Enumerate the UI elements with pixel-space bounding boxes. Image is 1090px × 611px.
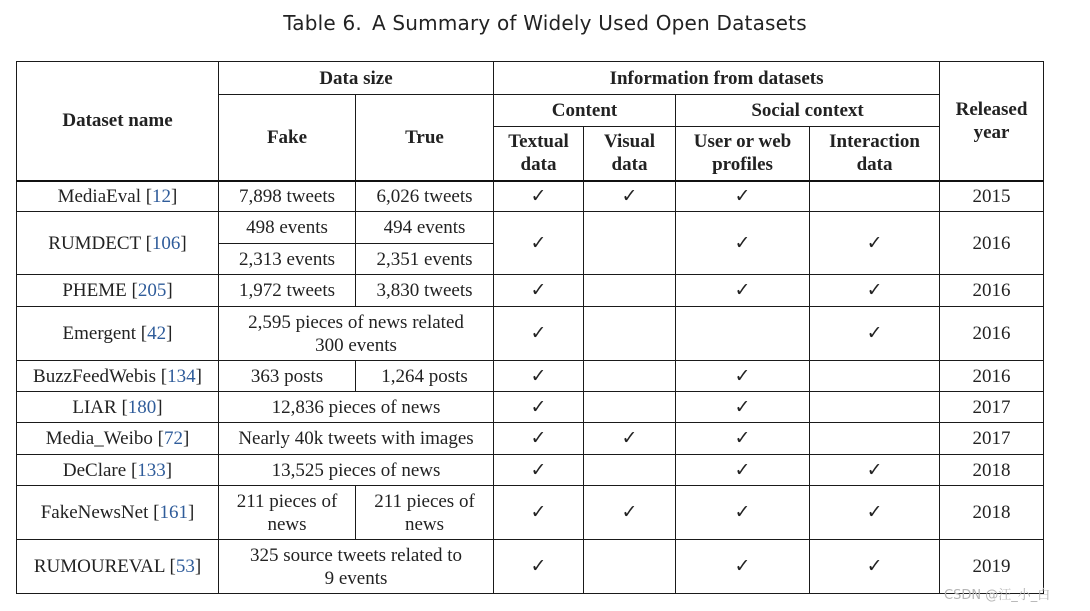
year-cell: 2019 bbox=[940, 540, 1044, 594]
check-mark: ✓ bbox=[584, 181, 676, 212]
citation-link[interactable]: 205 bbox=[137, 280, 167, 301]
true-size-cell: 2,351 events bbox=[356, 244, 494, 275]
empty-cell bbox=[584, 275, 676, 307]
data-size-cell: 13,525 pieces of news bbox=[219, 455, 494, 486]
dataset-name-cell: MediaEval [12] bbox=[17, 181, 219, 212]
table-row bbox=[17, 455, 1044, 486]
header-true: True bbox=[356, 95, 494, 181]
empty-cell bbox=[676, 307, 810, 361]
empty-cell bbox=[584, 307, 676, 361]
table-row bbox=[17, 307, 1044, 361]
check-mark: ✓ bbox=[676, 455, 810, 486]
true-size-cell: 211 pieces of news bbox=[356, 486, 494, 540]
dataset-name-cell: Media_Weibo [72] bbox=[17, 423, 219, 455]
table-title: A Summary of Widely Used Open Datasets bbox=[371, 11, 807, 35]
check-mark: ✓ bbox=[494, 307, 584, 361]
empty-cell bbox=[584, 212, 676, 275]
check-mark: ✓ bbox=[810, 212, 940, 275]
check-mark: ✓ bbox=[810, 275, 940, 307]
check-mark: ✓ bbox=[810, 307, 940, 361]
empty-cell bbox=[810, 361, 940, 392]
check-mark: ✓ bbox=[494, 392, 584, 423]
header-content: Content bbox=[494, 95, 676, 127]
citation-link[interactable]: 106 bbox=[151, 232, 181, 254]
check-mark: ✓ bbox=[494, 181, 584, 212]
year-cell: 2018 bbox=[940, 455, 1044, 486]
table-row bbox=[17, 423, 1044, 455]
check-mark: ✓ bbox=[494, 423, 584, 455]
header-visual-data: Visual data bbox=[584, 127, 676, 181]
empty-cell bbox=[584, 455, 676, 486]
citation-link[interactable]: 134 bbox=[167, 365, 196, 387]
check-mark: ✓ bbox=[676, 540, 810, 594]
fake-size-cell: 1,972 tweets bbox=[219, 275, 356, 307]
check-mark: ✓ bbox=[494, 361, 584, 392]
year-cell: 2016 bbox=[940, 307, 1044, 361]
check-mark: ✓ bbox=[494, 486, 584, 540]
header-fake: Fake bbox=[219, 95, 356, 181]
citation-link[interactable]: 161 bbox=[159, 502, 188, 523]
year-cell: 2016 bbox=[940, 275, 1044, 307]
dataset-name-cell: DeClare [133] bbox=[17, 455, 219, 486]
year-cell: 2018 bbox=[940, 486, 1044, 540]
table-row bbox=[17, 486, 1044, 540]
check-mark: ✓ bbox=[810, 455, 940, 486]
check-mark: ✓ bbox=[676, 361, 810, 392]
empty-cell bbox=[584, 540, 676, 594]
empty-cell bbox=[810, 423, 940, 455]
fake-size-cell: 7,898 tweets bbox=[219, 181, 356, 212]
data-size-cell: 12,836 pieces of news bbox=[219, 392, 494, 423]
table-row bbox=[17, 540, 1044, 594]
data-size-cell: Nearly 40k tweets with images bbox=[219, 423, 494, 455]
citation-link[interactable]: 72 bbox=[163, 428, 183, 449]
header-dataset-name: Dataset name bbox=[17, 62, 219, 181]
fake-size-cell: 2,313 events bbox=[219, 244, 356, 275]
header-row-1 bbox=[17, 62, 1044, 95]
citation-link[interactable]: 180 bbox=[127, 396, 157, 418]
dataset-name-cell: FakeNewsNet [161] bbox=[17, 486, 219, 540]
check-mark: ✓ bbox=[676, 275, 810, 307]
dataset-name-cell: RUMOUREVAL [53] bbox=[17, 540, 219, 594]
table-row bbox=[17, 181, 1044, 212]
year-cell: 2015 bbox=[940, 181, 1044, 212]
data-size-cell: 2,595 pieces of news related 300 events bbox=[219, 307, 494, 361]
citation-link[interactable]: 12 bbox=[152, 185, 172, 207]
check-mark: ✓ bbox=[584, 423, 676, 455]
dataset-name-cell: LIAR [180] bbox=[17, 392, 219, 423]
citation-link[interactable]: 133 bbox=[137, 459, 166, 481]
fake-size-cell: 211 pieces of news bbox=[219, 486, 356, 540]
header-data-size: Data size bbox=[219, 62, 494, 95]
check-mark: ✓ bbox=[584, 486, 676, 540]
table-row bbox=[17, 392, 1044, 423]
year-cell: 2017 bbox=[940, 423, 1044, 455]
csdn-watermark: CSDN @汪_小_白 bbox=[944, 588, 1051, 603]
datasets-table bbox=[16, 61, 1044, 594]
fake-size-cell: 498 events bbox=[219, 212, 356, 244]
empty-cell bbox=[584, 361, 676, 392]
citation-link[interactable]: 42 bbox=[147, 323, 167, 344]
empty-cell bbox=[584, 392, 676, 423]
true-size-cell: 6,026 tweets bbox=[356, 181, 494, 212]
table-row bbox=[17, 361, 1044, 392]
table-number: Table 6. bbox=[283, 11, 362, 35]
empty-cell bbox=[810, 181, 940, 212]
header-textual-data: Textual data bbox=[494, 127, 584, 181]
dataset-name-cell: Emergent [42] bbox=[17, 307, 219, 361]
header-user-profiles: User or web profiles bbox=[676, 127, 810, 181]
check-mark: ✓ bbox=[676, 423, 810, 455]
header-interaction-data: Interaction data bbox=[810, 127, 940, 181]
citation-link[interactable]: 53 bbox=[175, 556, 195, 577]
check-mark: ✓ bbox=[676, 212, 810, 275]
table-row bbox=[17, 212, 1044, 244]
header-released-year: Released year bbox=[940, 62, 1044, 181]
dataset-name-cell: PHEME [205] bbox=[17, 275, 219, 307]
check-mark: ✓ bbox=[676, 392, 810, 423]
check-mark: ✓ bbox=[494, 455, 584, 486]
fake-size-cell: 363 posts bbox=[219, 361, 356, 392]
true-size-cell: 1,264 posts bbox=[356, 361, 494, 392]
dataset-name-cell: BuzzFeedWebis [134] bbox=[17, 361, 219, 392]
check-mark: ✓ bbox=[494, 540, 584, 594]
year-cell: 2016 bbox=[940, 212, 1044, 275]
check-mark: ✓ bbox=[810, 486, 940, 540]
table-caption bbox=[0, 11, 1090, 35]
year-cell: 2017 bbox=[940, 392, 1044, 423]
check-mark: ✓ bbox=[494, 212, 584, 275]
year-cell: 2016 bbox=[940, 361, 1044, 392]
check-mark: ✓ bbox=[494, 275, 584, 307]
data-size-cell: 325 source tweets related to 9 events bbox=[219, 540, 494, 594]
dataset-name-cell: RUMDECT [106] bbox=[17, 212, 219, 275]
true-size-cell: 3,830 tweets bbox=[356, 275, 494, 307]
check-mark: ✓ bbox=[676, 486, 810, 540]
empty-cell bbox=[810, 392, 940, 423]
true-size-cell: 494 events bbox=[356, 212, 494, 244]
check-mark: ✓ bbox=[676, 181, 810, 212]
header-social-context: Social context bbox=[676, 95, 940, 127]
table-row bbox=[17, 275, 1044, 307]
header-information: Information from datasets bbox=[494, 62, 940, 95]
check-mark: ✓ bbox=[810, 540, 940, 594]
